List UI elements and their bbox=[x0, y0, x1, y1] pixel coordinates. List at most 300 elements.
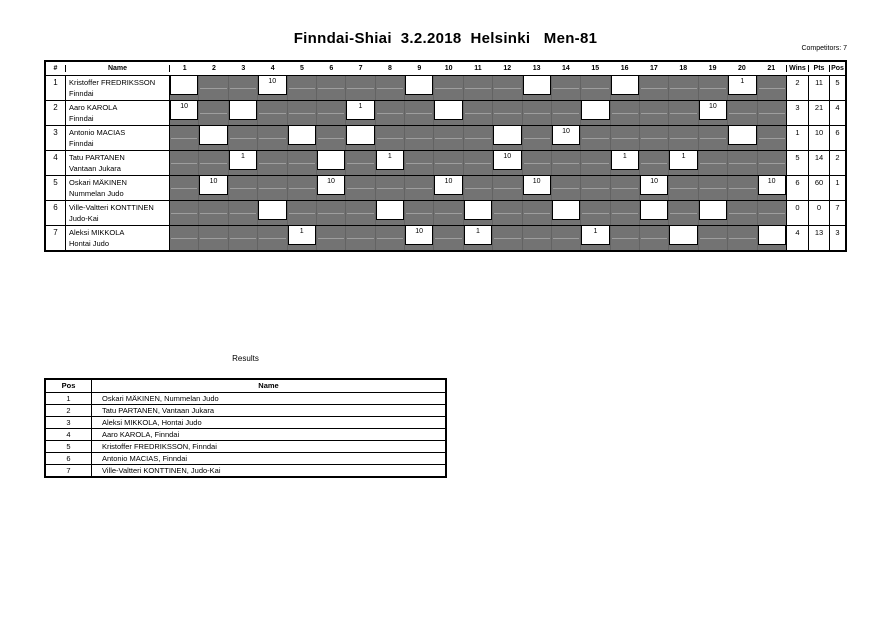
round-cell bbox=[523, 76, 552, 100]
round-cell bbox=[699, 101, 728, 125]
wins-cell: 1 bbox=[786, 126, 808, 150]
round-cell bbox=[317, 226, 346, 250]
round-cell bbox=[170, 151, 199, 175]
round-header: 16 bbox=[620, 65, 629, 72]
round-cell bbox=[199, 76, 228, 100]
round-cell bbox=[640, 201, 669, 225]
round-cell bbox=[758, 226, 786, 250]
round-cell bbox=[229, 151, 258, 175]
match-cell bbox=[581, 101, 609, 120]
competitor-name: Oskari MÄKINEN bbox=[69, 178, 127, 187]
round-cell bbox=[405, 176, 434, 200]
round-cell bbox=[611, 101, 640, 125]
match-cell bbox=[434, 101, 462, 120]
round-cell bbox=[464, 126, 493, 150]
round-cell bbox=[258, 176, 287, 200]
round-cell bbox=[170, 226, 199, 250]
round-cell bbox=[493, 176, 522, 200]
round-header: 18 bbox=[679, 65, 688, 72]
round-cell bbox=[199, 201, 228, 225]
pool-row bbox=[46, 150, 845, 175]
pts-cell: 14 bbox=[808, 151, 829, 175]
results-pos-cell: 4 bbox=[46, 429, 92, 440]
match-cell bbox=[669, 226, 697, 245]
competitor-club: Judo-Kai bbox=[69, 214, 99, 223]
results-title: Results bbox=[232, 354, 259, 363]
round-cell bbox=[552, 101, 581, 125]
competitor-name: Kristoffer FREDRIKSSON bbox=[69, 78, 156, 87]
round-cell bbox=[346, 151, 375, 175]
round-header: 13 bbox=[532, 65, 541, 72]
competitor-name-cell bbox=[66, 76, 170, 100]
match-cell: 10 bbox=[493, 151, 521, 170]
round-cell bbox=[199, 101, 228, 125]
round-cell bbox=[199, 226, 228, 250]
round-cell bbox=[669, 151, 698, 175]
round-cell bbox=[434, 176, 463, 200]
round-cell bbox=[376, 151, 405, 175]
pts-cell: 10 bbox=[808, 126, 829, 150]
round-cell bbox=[699, 76, 728, 100]
round-cell bbox=[346, 201, 375, 225]
round-cell bbox=[758, 201, 786, 225]
round-header: 15 bbox=[591, 65, 600, 72]
match-cell: 1 bbox=[229, 151, 257, 170]
competitor-name-cell bbox=[66, 101, 170, 125]
round-cell bbox=[346, 126, 375, 150]
column-header-number: # bbox=[46, 65, 66, 72]
round-cell bbox=[640, 126, 669, 150]
round-cell bbox=[170, 176, 199, 200]
results-pos-cell: 6 bbox=[46, 453, 92, 464]
round-cell bbox=[552, 226, 581, 250]
results-row bbox=[46, 464, 445, 476]
rounds-area bbox=[170, 151, 786, 175]
round-cell bbox=[581, 101, 610, 125]
round-cell bbox=[376, 126, 405, 150]
row-number-cell: 4 bbox=[46, 151, 66, 175]
row-number-cell: 7 bbox=[46, 226, 66, 250]
round-cell bbox=[581, 76, 610, 100]
pos-cell: 3 bbox=[829, 226, 845, 250]
match-cell: 1 bbox=[346, 101, 374, 120]
competitor-club: Finndai bbox=[69, 114, 94, 123]
pool-table-header bbox=[46, 62, 845, 75]
column-header-pts: Pts bbox=[808, 65, 829, 72]
round-cell bbox=[758, 176, 786, 200]
round-cell bbox=[640, 101, 669, 125]
match-cell bbox=[493, 126, 521, 145]
round-cell bbox=[288, 76, 317, 100]
competitor-name: Tatu PARTANEN bbox=[69, 153, 125, 162]
results-row bbox=[46, 428, 445, 440]
round-header: 17 bbox=[650, 65, 658, 72]
round-cell bbox=[434, 101, 463, 125]
round-cell bbox=[611, 201, 640, 225]
wins-cell: 5 bbox=[786, 151, 808, 175]
results-table-body bbox=[46, 392, 445, 476]
round-cell bbox=[523, 126, 552, 150]
pool-row bbox=[46, 100, 845, 125]
round-cell bbox=[669, 226, 698, 250]
round-cell bbox=[464, 226, 493, 250]
match-cell bbox=[699, 201, 727, 220]
round-cell bbox=[229, 76, 258, 100]
match-cell: 10 bbox=[258, 76, 286, 95]
round-cell bbox=[258, 101, 287, 125]
round-header: 14 bbox=[562, 65, 570, 72]
round-cell bbox=[699, 151, 728, 175]
match-cell: 10 bbox=[170, 101, 198, 120]
round-cell bbox=[346, 76, 375, 100]
competitor-club: Finndai bbox=[69, 139, 94, 148]
round-cell bbox=[434, 126, 463, 150]
round-cell bbox=[317, 76, 346, 100]
results-pos-cell: 7 bbox=[46, 465, 92, 476]
results-column-header-name: Name bbox=[258, 381, 279, 390]
round-cell bbox=[523, 201, 552, 225]
round-cell bbox=[640, 226, 669, 250]
round-cell bbox=[288, 151, 317, 175]
pos-cell: 1 bbox=[829, 176, 845, 200]
round-cell bbox=[434, 151, 463, 175]
round-cell bbox=[611, 126, 640, 150]
round-cell bbox=[611, 151, 640, 175]
results-pos-cell: 2 bbox=[46, 405, 92, 416]
row-number-cell: 5 bbox=[46, 176, 66, 200]
pos-cell: 5 bbox=[829, 76, 845, 100]
wins-cell: 2 bbox=[786, 76, 808, 100]
results-row bbox=[46, 416, 445, 428]
round-headers bbox=[170, 65, 786, 72]
round-header: 1 bbox=[182, 65, 187, 72]
round-cell bbox=[581, 126, 610, 150]
round-cell bbox=[405, 201, 434, 225]
round-cell bbox=[258, 126, 287, 150]
rounds-area bbox=[170, 76, 786, 100]
round-cell bbox=[640, 151, 669, 175]
round-cell bbox=[728, 101, 757, 125]
round-cell bbox=[552, 151, 581, 175]
column-header-pos: Pos bbox=[829, 65, 845, 72]
round-cell bbox=[258, 151, 287, 175]
row-number-cell: 3 bbox=[46, 126, 66, 150]
round-cell bbox=[288, 101, 317, 125]
pts-cell: 0 bbox=[808, 201, 829, 225]
competitor-name: Ville-Valtteri KONTTINEN bbox=[69, 203, 154, 212]
round-cell bbox=[170, 101, 199, 125]
round-cell bbox=[493, 201, 522, 225]
round-cell bbox=[581, 176, 610, 200]
match-cell bbox=[258, 201, 286, 220]
match-cell bbox=[199, 126, 227, 145]
round-header: 7 bbox=[358, 65, 363, 72]
results-row bbox=[46, 392, 445, 404]
round-cell bbox=[493, 101, 522, 125]
pts-cell: 11 bbox=[808, 76, 829, 100]
results-pos-cell: 3 bbox=[46, 417, 92, 428]
round-cell bbox=[464, 201, 493, 225]
match-cell: 10 bbox=[699, 101, 727, 120]
results-column-header-pos: Pos bbox=[46, 380, 92, 392]
round-cell bbox=[758, 151, 786, 175]
match-cell: 1 bbox=[728, 76, 756, 95]
round-cell bbox=[346, 226, 375, 250]
competitor-name: Aaro KAROLA bbox=[69, 103, 118, 112]
match-cell: 1 bbox=[669, 151, 697, 170]
results-name-cell: Ville-Valtteri KONTTINEN, Judo-Kai bbox=[102, 466, 221, 475]
row-number-cell: 2 bbox=[46, 101, 66, 125]
round-header: 19 bbox=[708, 65, 717, 72]
rounds-area bbox=[170, 201, 786, 225]
wins-cell: 3 bbox=[786, 101, 808, 125]
round-cell bbox=[464, 151, 493, 175]
results-row bbox=[46, 404, 445, 416]
round-cell bbox=[317, 126, 346, 150]
match-cell bbox=[317, 151, 345, 170]
match-cell bbox=[611, 76, 639, 95]
competitor-club: Hontai Judo bbox=[69, 239, 110, 248]
match-cell bbox=[552, 201, 580, 220]
round-cell bbox=[611, 176, 640, 200]
round-header: 10 bbox=[444, 65, 453, 72]
round-cell bbox=[728, 151, 757, 175]
round-cell bbox=[288, 126, 317, 150]
wins-cell: 0 bbox=[786, 201, 808, 225]
results-pos-cell: 1 bbox=[46, 393, 92, 404]
round-cell bbox=[611, 76, 640, 100]
competitor-club: Vantaan Jukara bbox=[69, 164, 121, 173]
round-cell bbox=[728, 226, 757, 250]
round-cell bbox=[317, 201, 346, 225]
round-header: 5 bbox=[300, 65, 304, 72]
round-cell bbox=[493, 151, 522, 175]
pool-table bbox=[44, 60, 847, 252]
round-cell bbox=[493, 76, 522, 100]
round-cell bbox=[434, 226, 463, 250]
competitor-name-cell bbox=[66, 176, 170, 200]
round-cell bbox=[699, 201, 728, 225]
competitor-name-cell bbox=[66, 151, 170, 175]
wins-cell: 4 bbox=[786, 226, 808, 250]
round-cell bbox=[317, 176, 346, 200]
results-name-cell: Tatu PARTANEN, Vantaan Jukara bbox=[102, 406, 214, 415]
pool-row bbox=[46, 75, 845, 100]
match-cell bbox=[405, 76, 433, 95]
match-cell: 10 bbox=[405, 226, 433, 245]
match-cell: 1 bbox=[288, 226, 316, 245]
pool-table-body bbox=[46, 75, 845, 250]
round-cell bbox=[523, 101, 552, 125]
competitor-name: Aleksi MIKKOLA bbox=[69, 228, 125, 237]
round-cell bbox=[229, 201, 258, 225]
round-cell bbox=[699, 176, 728, 200]
competitor-name-cell bbox=[66, 201, 170, 225]
round-cell bbox=[229, 101, 258, 125]
round-cell bbox=[258, 201, 287, 225]
match-cell: 10 bbox=[640, 176, 668, 195]
round-cell bbox=[258, 76, 287, 100]
match-cell bbox=[346, 126, 374, 145]
match-cell bbox=[170, 76, 198, 95]
competitors-count: Competitors: 7 bbox=[801, 45, 847, 52]
round-cell bbox=[758, 76, 786, 100]
round-cell bbox=[405, 76, 434, 100]
rounds-area bbox=[170, 126, 786, 150]
wins-cell: 6 bbox=[786, 176, 808, 200]
competitor-name: Antonio MACIAS bbox=[69, 128, 126, 137]
page-title: Finndai-Shiai 3.2.2018 Helsinki Men-81 bbox=[293, 30, 598, 47]
round-cell bbox=[581, 151, 610, 175]
competitor-club: Nummelan Judo bbox=[69, 189, 124, 198]
round-cell bbox=[317, 101, 346, 125]
round-cell bbox=[464, 76, 493, 100]
competitor-name-cell bbox=[66, 226, 170, 250]
round-cell bbox=[258, 226, 287, 250]
match-cell: 1 bbox=[464, 226, 492, 245]
results-name-cell: Aleksi MIKKOLA, Hontai Judo bbox=[102, 418, 202, 427]
round-cell bbox=[346, 176, 375, 200]
round-cell bbox=[170, 201, 199, 225]
match-cell: 1 bbox=[611, 151, 639, 170]
round-cell bbox=[523, 151, 552, 175]
round-cell bbox=[669, 126, 698, 150]
round-cell bbox=[288, 176, 317, 200]
round-cell bbox=[669, 76, 698, 100]
round-cell bbox=[464, 101, 493, 125]
round-cell bbox=[199, 126, 228, 150]
round-cell bbox=[376, 176, 405, 200]
round-cell bbox=[758, 101, 786, 125]
rounds-area bbox=[170, 226, 786, 250]
round-cell bbox=[170, 76, 199, 100]
round-header: 6 bbox=[329, 65, 334, 72]
pos-cell: 7 bbox=[829, 201, 845, 225]
round-cell bbox=[699, 126, 728, 150]
round-header: 3 bbox=[241, 65, 246, 72]
round-cell bbox=[611, 226, 640, 250]
round-cell bbox=[229, 226, 258, 250]
round-cell bbox=[728, 76, 757, 100]
round-header: 12 bbox=[503, 65, 512, 72]
round-cell bbox=[699, 226, 728, 250]
round-header: 11 bbox=[474, 65, 482, 72]
row-number-cell: 6 bbox=[46, 201, 66, 225]
round-cell bbox=[434, 76, 463, 100]
round-cell bbox=[552, 176, 581, 200]
competitor-name-cell bbox=[66, 126, 170, 150]
round-cell bbox=[581, 201, 610, 225]
round-cell bbox=[552, 76, 581, 100]
pool-row bbox=[46, 200, 845, 225]
round-cell bbox=[728, 176, 757, 200]
results-name-cell: Aaro KAROLA, Finndai bbox=[102, 430, 180, 439]
round-cell bbox=[405, 126, 434, 150]
round-cell bbox=[669, 101, 698, 125]
pos-cell: 2 bbox=[829, 151, 845, 175]
round-cell bbox=[405, 151, 434, 175]
pos-cell: 6 bbox=[829, 126, 845, 150]
rounds-area bbox=[170, 101, 786, 125]
pool-row bbox=[46, 225, 845, 250]
round-cell bbox=[640, 76, 669, 100]
round-cell bbox=[523, 226, 552, 250]
round-header: 4 bbox=[270, 65, 275, 72]
round-cell bbox=[523, 176, 552, 200]
round-cell bbox=[552, 201, 581, 225]
round-cell bbox=[317, 151, 346, 175]
round-header: 2 bbox=[212, 65, 216, 72]
pts-cell: 13 bbox=[808, 226, 829, 250]
match-cell: 10 bbox=[758, 176, 786, 195]
round-cell bbox=[288, 226, 317, 250]
round-cell bbox=[376, 226, 405, 250]
pool-row bbox=[46, 125, 845, 150]
match-cell bbox=[464, 201, 492, 220]
round-cell bbox=[669, 201, 698, 225]
results-row bbox=[46, 452, 445, 464]
match-cell bbox=[376, 201, 404, 220]
match-cell bbox=[229, 101, 257, 120]
competitor-club: Finndai bbox=[69, 89, 94, 98]
round-cell bbox=[376, 101, 405, 125]
round-header: 8 bbox=[388, 65, 392, 72]
round-cell bbox=[199, 151, 228, 175]
round-cell bbox=[405, 101, 434, 125]
round-cell bbox=[346, 101, 375, 125]
pts-cell: 60 bbox=[808, 176, 829, 200]
round-cell bbox=[288, 201, 317, 225]
round-cell bbox=[434, 201, 463, 225]
match-cell bbox=[640, 201, 668, 220]
match-cell: 10 bbox=[317, 176, 345, 195]
pts-cell: 21 bbox=[808, 101, 829, 125]
match-cell bbox=[288, 126, 316, 145]
match-cell bbox=[758, 226, 786, 245]
round-cell bbox=[758, 126, 786, 150]
results-table-header bbox=[46, 380, 445, 392]
pool-row bbox=[46, 175, 845, 200]
results-pos-cell: 5 bbox=[46, 441, 92, 452]
round-cell bbox=[581, 226, 610, 250]
round-cell bbox=[493, 126, 522, 150]
match-cell: 1 bbox=[581, 226, 609, 245]
round-cell bbox=[376, 76, 405, 100]
results-name-cell: Oskari MÄKINEN, Nummelan Judo bbox=[102, 394, 219, 403]
match-cell: 10 bbox=[552, 126, 580, 145]
round-cell bbox=[199, 176, 228, 200]
row-number-cell: 1 bbox=[46, 76, 66, 100]
results-table bbox=[44, 378, 447, 478]
match-cell: 10 bbox=[199, 176, 227, 195]
round-cell bbox=[405, 226, 434, 250]
round-cell bbox=[728, 126, 757, 150]
round-header: 20 bbox=[738, 65, 746, 72]
round-cell bbox=[728, 201, 757, 225]
results-name-cell: Kristoffer FREDRIKSSON, Finndai bbox=[102, 442, 217, 451]
round-cell bbox=[170, 126, 199, 150]
match-cell bbox=[728, 126, 756, 145]
round-cell bbox=[229, 176, 258, 200]
match-cell: 1 bbox=[376, 151, 404, 170]
column-header-wins: Wins bbox=[786, 65, 808, 72]
round-header: 9 bbox=[417, 65, 422, 72]
rounds-area bbox=[170, 176, 786, 200]
round-cell bbox=[464, 176, 493, 200]
round-header: 21 bbox=[767, 65, 776, 72]
pos-cell: 4 bbox=[829, 101, 845, 125]
match-cell: 10 bbox=[523, 176, 551, 195]
